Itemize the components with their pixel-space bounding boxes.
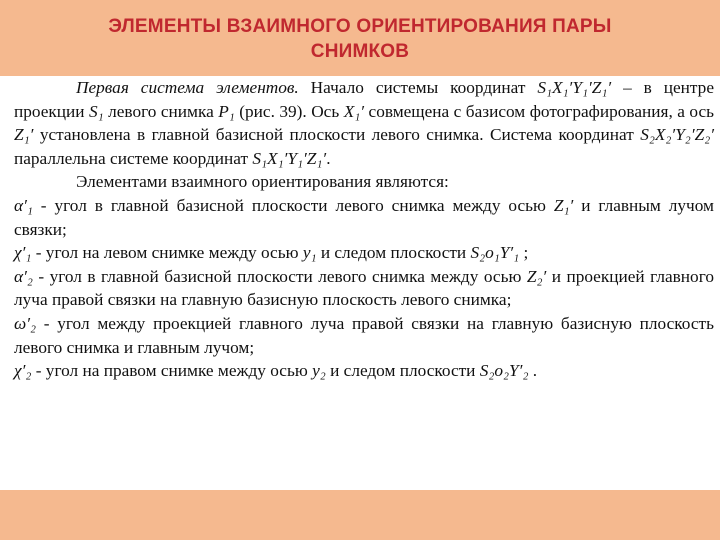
item-5-axis: y₂ xyxy=(312,361,326,381)
item-5-plane: S₂o₂Y′₂ xyxy=(479,361,529,381)
intro-text-4: (рис. 39). Ось xyxy=(234,101,344,121)
intro-lead: Первая система элементов. xyxy=(76,78,299,97)
item-1-axis: Z₁′ xyxy=(553,195,574,215)
intro-symbol-1: S₁X₁′Y₁′Z₁′ xyxy=(537,78,612,97)
item-2-plane: S₂o₁Y′₁ xyxy=(470,243,520,263)
document-body xyxy=(0,76,720,490)
intro-text-8: . xyxy=(326,148,331,168)
item-4-text: - угол между проекцией главного луча правой связки на главную базисную плоскость левого снимка и главным лучом; xyxy=(14,313,714,357)
intro-text-7: параллельна системе координат xyxy=(14,148,253,168)
slide-title xyxy=(0,14,720,64)
item-5-text3: . xyxy=(528,361,538,381)
intro-paragraph xyxy=(14,76,714,170)
element-item-3 xyxy=(14,265,714,312)
item-2-text2: и следом плоскости xyxy=(316,243,471,263)
item-1-text: - угол в главной базисной плоскости левого снимка между осью xyxy=(32,195,554,215)
item-3-axis: Z₂′ xyxy=(526,266,547,286)
intro-symbol-4: X₁′ xyxy=(343,101,365,121)
item-1-text2: и главным лучом связки; xyxy=(14,195,714,239)
intro-symbol-3: P₁ xyxy=(218,101,235,121)
intro-text-6: установлена в главной базисной плоскости левого снимка. Система координат xyxy=(33,125,641,145)
item-2-symbol: χ′₁ xyxy=(14,243,32,263)
intro-symbol-5: Z₁′ xyxy=(14,125,34,145)
element-item-1 xyxy=(14,194,714,241)
intro-text-2: – в центре проекции xyxy=(14,78,714,121)
item-2-text3: ; xyxy=(519,243,529,263)
element-item-2 xyxy=(14,241,714,265)
slide-title-line2: СНИМКОВ xyxy=(310,41,410,62)
element-item-5 xyxy=(14,359,714,383)
item-2-text: - угол на левом снимке между осью xyxy=(31,243,303,263)
item-3-symbol: α′₂ xyxy=(14,266,33,286)
intro-text-5: совмещена с базисом фотографирования, а ось xyxy=(364,101,714,121)
intro-symbol-6: S₂X₂′Y₂′Z₂′ xyxy=(640,125,714,145)
intro-symbol-7: S₁X₁′Y₁′Z₁′ xyxy=(252,148,327,168)
slide-title-line1: ЭЛЕМЕНТЫ ВЗАИМНОГО ОРИЕНТИРОВАНИЯ ПАРЫ xyxy=(108,16,612,37)
item-5-symbol: χ′₂ xyxy=(14,361,32,381)
item-3-text2: и проекцией главного луча правой связки на главную базисную плоскость левого снимка; xyxy=(14,266,714,310)
item-2-axis: y₁ xyxy=(302,243,317,263)
intro-symbol-2: S₁ xyxy=(89,101,104,121)
item-3-text: - угол в главной базисной плоскости левого снимка между осью xyxy=(32,266,527,286)
intro-text-1: Начало системы координат xyxy=(298,78,538,97)
item-1-symbol: α′₁ xyxy=(14,195,33,215)
item-4-symbol: ω′₂ xyxy=(14,313,36,333)
item-5-text: - угол на правом снимке между осью xyxy=(31,361,313,381)
intro-text-3: левого снимка xyxy=(103,101,219,121)
elements-heading: Элементами взаимного ориентирования являются: xyxy=(76,172,449,192)
element-item-4 xyxy=(14,312,714,359)
item-5-text2: и следом плоскости xyxy=(325,361,480,381)
